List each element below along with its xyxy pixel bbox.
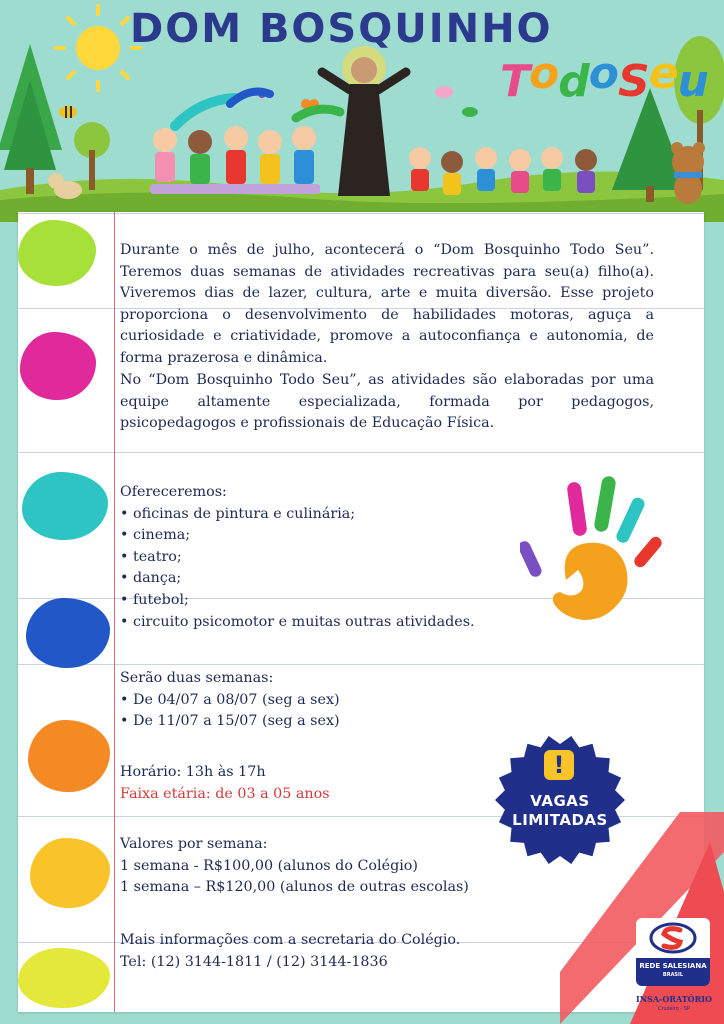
intro-paragraph: Durante o mês de julho, acontecerá o “Dom Bosquinho Todo Seu”. Teremos duas semanas de atividades recreativas para seu(a) filho(a). Viveremos dias de lazer, cultura, arte e muita diversão. Esse projeto proporciona o desenvolvimento de habilidades motoras, aguça a curiosidade e criatividade, promove a autoconfiança e autonomia, de forma prazerosa e dinâmica. bbox=[120, 242, 654, 366]
weeks-heading: Serão duas semanas: bbox=[120, 670, 274, 686]
offer-item: • circuito psicomotor e muitas outras atividades. bbox=[120, 613, 475, 630]
sun-icon bbox=[56, 6, 140, 90]
hours-text: Horário: 13h às 17h bbox=[120, 764, 266, 780]
offer-item: • cinema; bbox=[120, 527, 191, 544]
week-item: • De 04/07 a 08/07 (seg a sex) bbox=[120, 691, 340, 708]
ruled-line bbox=[18, 213, 704, 214]
salesian-s-icon bbox=[636, 918, 710, 958]
page-title: DOM BOSQUINHO bbox=[130, 6, 553, 52]
bee-icon bbox=[59, 106, 77, 118]
school-city: Cruzeiro - SP bbox=[658, 1006, 690, 1012]
subtitle-letter: T bbox=[500, 56, 530, 107]
paint-blob-orange bbox=[28, 720, 110, 792]
bird-icon bbox=[435, 86, 453, 98]
subtitle-letter: d bbox=[558, 56, 589, 107]
offer-item: • dança; bbox=[120, 570, 182, 587]
paint-blob-green-yellow bbox=[18, 948, 110, 1008]
exclamation-icon: ! bbox=[544, 750, 574, 780]
offer-item: • oficinas de pintura e culinária; bbox=[120, 505, 356, 522]
ruled-line bbox=[18, 664, 704, 665]
paint-blob-cyan bbox=[22, 472, 108, 540]
team-paragraph: No “Dom Bosquinho Todo Seu”, as atividades são elaboradas por uma equipe altamente especializada, formada por pedagogos, psicopedagogos e profissionais de Educação Física. bbox=[120, 372, 654, 432]
logo-country-text: BRASIL bbox=[662, 972, 684, 978]
subtitle-letter: S bbox=[617, 56, 649, 107]
subtitle-letter: o bbox=[529, 48, 559, 99]
age-range-text: Faixa etária: de 03 a 05 anos bbox=[120, 785, 330, 802]
offer-item: • teatro; bbox=[120, 548, 182, 565]
tree-icon bbox=[0, 44, 62, 194]
offer-item: • futebol; bbox=[120, 591, 189, 608]
school-name: INSA-ORATÓRIO bbox=[635, 994, 713, 1004]
paint-blob-lime bbox=[18, 220, 96, 286]
subtitle-letter: e bbox=[648, 48, 678, 99]
hand-print-icon bbox=[520, 470, 670, 640]
contact-info: Mais informações com a secretaria do Colégio. bbox=[120, 932, 461, 948]
ruled-line bbox=[18, 452, 704, 453]
teddy-bear-icon bbox=[671, 142, 705, 204]
paint-blob-yellow bbox=[30, 838, 110, 908]
subtitle-letter: o bbox=[588, 48, 618, 99]
logo-network-text: REDE SALESIANA bbox=[639, 962, 707, 970]
offer-heading: Ofereceremos: bbox=[120, 484, 227, 500]
paint-blob-blue bbox=[26, 598, 110, 668]
badge-label: VAGAS LIMITADAS bbox=[512, 792, 608, 829]
weeks-section bbox=[120, 668, 654, 733]
subtitle-logo bbox=[500, 48, 708, 107]
price-item: 1 semana – R$120,00 (alunos de outras escolas) bbox=[120, 879, 469, 896]
prices-heading: Valores por semana: bbox=[120, 836, 268, 852]
contact-phone: Tel: (12) 3144-1811 / (12) 3144-1836 bbox=[120, 953, 388, 970]
week-item: • De 11/07 a 15/07 (seg a sex) bbox=[120, 713, 340, 730]
paint-blob-magenta bbox=[20, 332, 96, 400]
margin-line bbox=[114, 212, 115, 1012]
subtitle-letter: u bbox=[677, 56, 708, 107]
priest-figure bbox=[322, 46, 406, 196]
rede-salesiana-logo bbox=[636, 918, 710, 986]
price-item: 1 semana - R$100,00 (alunos do Colégio) bbox=[120, 857, 418, 874]
bird-icon bbox=[462, 107, 478, 117]
